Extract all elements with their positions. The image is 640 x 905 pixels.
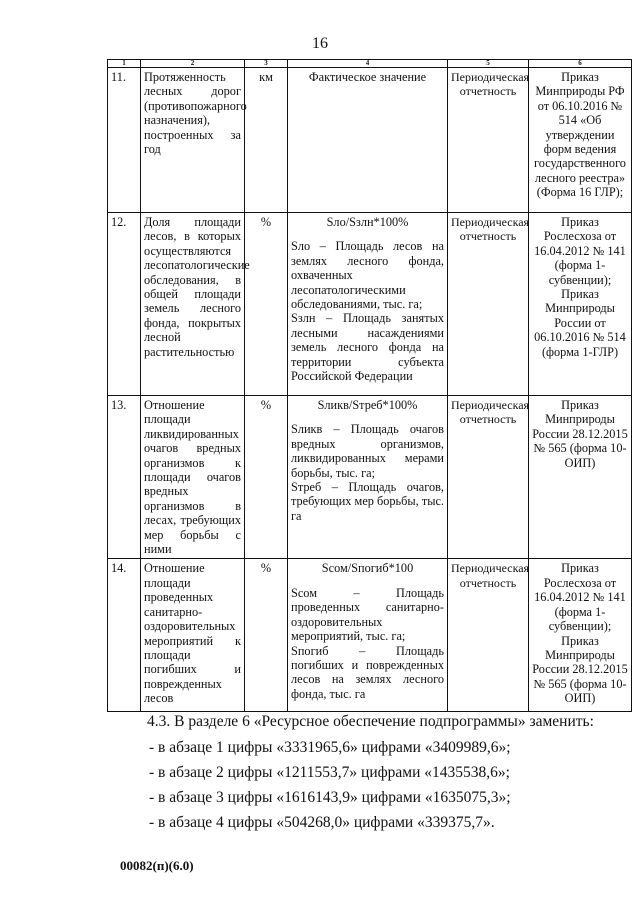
table-row <box>108 213 632 396</box>
row-number: 14. <box>108 559 141 712</box>
indicator-name: Доля площади лесов, в которых осуществляются лесопатологические обследования, в общей площади земель лесного фонда, покрытых лесной растительностью <box>141 213 245 396</box>
unit: % <box>245 559 288 712</box>
formula-definition: Sпогиб – Площадь погибших и поврежденных лесов на землях лесного фонда, тыс. га <box>291 643 444 701</box>
source-document: Приказ Минприроды РФ от 06.10.2016 № 514 «Об утверждении форм ведения государственного лесного реестра» (Форма 16 ГЛР); <box>529 68 632 213</box>
amendment-item: - в абзаце 4 цифры «504268,0» цифрами «339375,7». <box>149 814 495 831</box>
indicator-name: Протяженность лесных дорог (противопожарного назначения), построенных за год <box>141 68 245 213</box>
formula-definition: Sсом – Площадь проведенных санитарно-оздоровительных мероприятий, тыс. га; <box>291 585 444 644</box>
formula-definition: Sзлн – Площадь занятых лесными насаждениями земель лесного фонда на территории субъекта Российской Федерации <box>291 311 444 384</box>
calculation-method <box>288 559 448 712</box>
table-row <box>108 559 632 712</box>
amendment-item: - в абзаце 1 цифры «3331965,6» цифрами «3409989,6»; <box>149 739 511 756</box>
document-code: 00082(п)(6.0) <box>120 858 194 873</box>
page-number: 16 <box>312 35 328 52</box>
header-col-4: 4 <box>288 60 448 68</box>
header-col-1: 1 <box>108 60 141 68</box>
header-col-3: 3 <box>245 60 288 68</box>
indicators-table <box>107 59 632 712</box>
header-col-6: 6 <box>529 60 632 68</box>
periodicity: Периодическая отчетность <box>448 213 529 396</box>
periodicity: Периодическая отчетность <box>448 559 529 712</box>
indicator-name: Отношение площади ликвидированных очагов вредных организмов к площади очагов вредных организмов в лесах, требующих мер борьбы с ними <box>141 396 245 559</box>
table-row <box>108 396 632 559</box>
formula: Sликв/Sтреб*100% <box>317 398 418 412</box>
periodicity: Периодическая отчетность <box>448 68 529 213</box>
source-document: Приказ Рослесхоза от 16.04.2012 № 141 (форма 1-субвенции); Приказ Минприроды России от 06.10.2016 № 514 (форма 1-ГЛР) <box>529 213 632 396</box>
source-document: Приказ Рослесхоза от 16.04.2012 № 141 (форма 1-субвенции); Приказ Минприроды России 28.12.2015 № 565 (форма 10-ОИП) <box>529 559 632 712</box>
source-document: Приказ Минприроды России 28.12.2015 № 565 (форма 10-ОИП) <box>529 396 632 559</box>
formula-definition: Sтреб – Площадь очагов, требующих мер борьбы, тыс. га <box>291 480 444 523</box>
unit: км <box>245 68 288 213</box>
table-header-row <box>108 60 632 68</box>
header-col-5: 5 <box>448 60 529 68</box>
amendment-item: - в абзаце 3 цифры «1616143,9» цифрами «1635075,3»; <box>149 789 511 806</box>
row-number: 13. <box>108 396 141 559</box>
row-number: 11. <box>108 68 141 213</box>
indicator-name: Отношение площади проведенных санитарно-оздоровительных мероприятий к площади погибших и поврежденных лесов <box>141 559 245 712</box>
table-row <box>108 68 632 213</box>
row-number: 12. <box>108 213 141 396</box>
formula: Sсом/Sпогиб*100 <box>321 561 414 576</box>
calculation-method <box>288 213 448 396</box>
periodicity: Периодическая отчетность <box>448 396 529 559</box>
calculation-method <box>288 68 448 213</box>
calculation-method <box>288 396 448 559</box>
formula-definition: Sликв – Площадь очагов вредных организмов, ликвидированных мерами борьбы, тыс. га; <box>291 422 444 480</box>
header-col-2: 2 <box>141 60 245 68</box>
formula: Sло/Sзлн*100% <box>326 215 409 229</box>
formula: Фактическое значение <box>308 70 427 84</box>
formula-definition: Sло – Площадь лесов на землях лесного фонда, охваченных лесопатологическими обследованиями, тыс. га; <box>291 239 444 312</box>
unit: % <box>245 396 288 559</box>
amendment-item: - в абзаце 2 цифры «1211553,7» цифрами «1435538,6»; <box>149 764 510 781</box>
unit: % <box>245 213 288 396</box>
section-heading-paragraph: 4.3. В разделе 6 «Ресурсное обеспечение подпрограммы» заменить: <box>147 713 594 730</box>
